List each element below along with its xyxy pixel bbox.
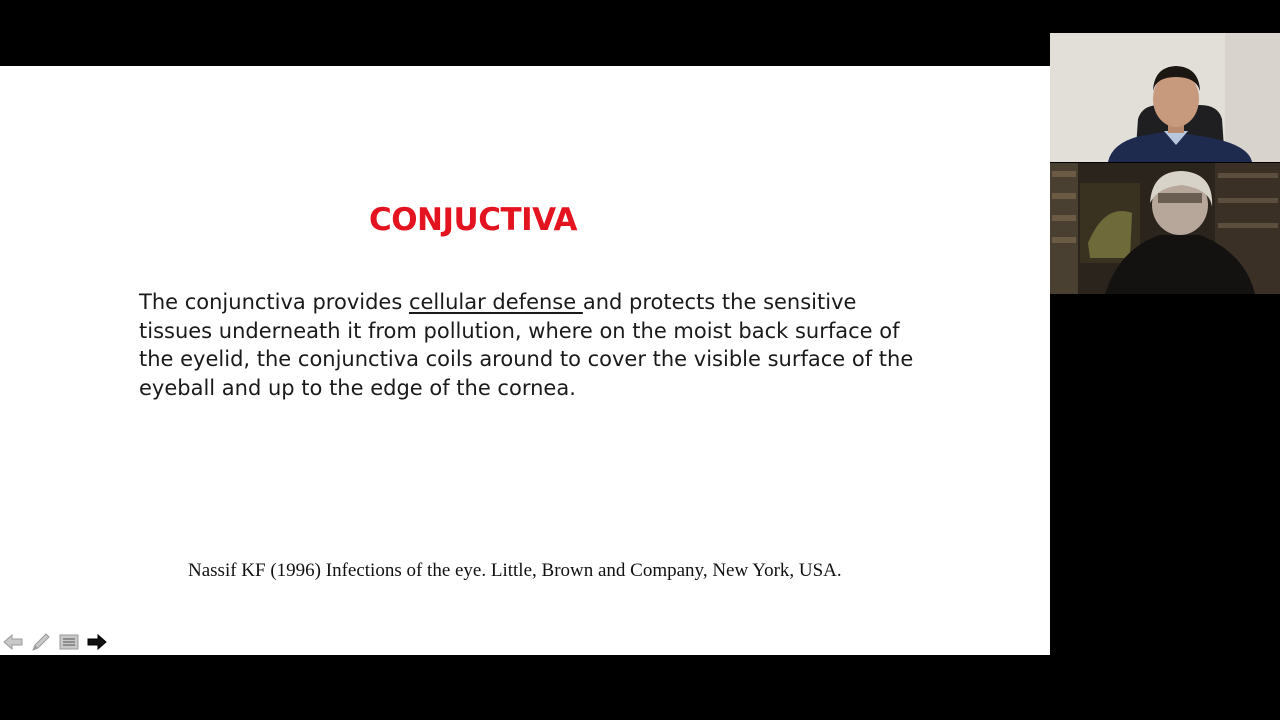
participant-video-2[interactable]: [1050, 163, 1280, 294]
arrow-left-icon: [3, 633, 23, 651]
pen-tool-button[interactable]: [30, 631, 52, 653]
presentation-slide: [0, 66, 1050, 655]
body-text-underlined: cellular defense: [408, 290, 583, 314]
slide-citation: Nassif KF (1996) Infections of the eye. Little, Brown and Company, New York, USA.: [188, 560, 842, 581]
slide-title: CONJUCTIVA: [368, 202, 578, 238]
previous-slide-button[interactable]: [2, 631, 24, 653]
menu-icon: [59, 633, 79, 651]
body-text-start: The conjunctiva provides: [139, 290, 409, 314]
person-icon: [1050, 163, 1280, 294]
participant-video-1[interactable]: [1050, 33, 1280, 162]
slide-menu-button[interactable]: [58, 631, 80, 653]
slide-body-text: [139, 288, 929, 402]
person-icon: [1050, 33, 1280, 162]
body-text-end: and protects the sensitive tissues underneath it from pollution, where on the moist back surface of the eyelid, the conjunctiva coils around to cover the visible surface of the eyeball and up to the edge of the cornea.: [139, 290, 914, 400]
pen-icon: [30, 631, 52, 653]
arrow-right-icon: [87, 633, 107, 651]
slide-navigation-bar: [2, 630, 108, 654]
next-slide-button[interactable]: [86, 631, 108, 653]
